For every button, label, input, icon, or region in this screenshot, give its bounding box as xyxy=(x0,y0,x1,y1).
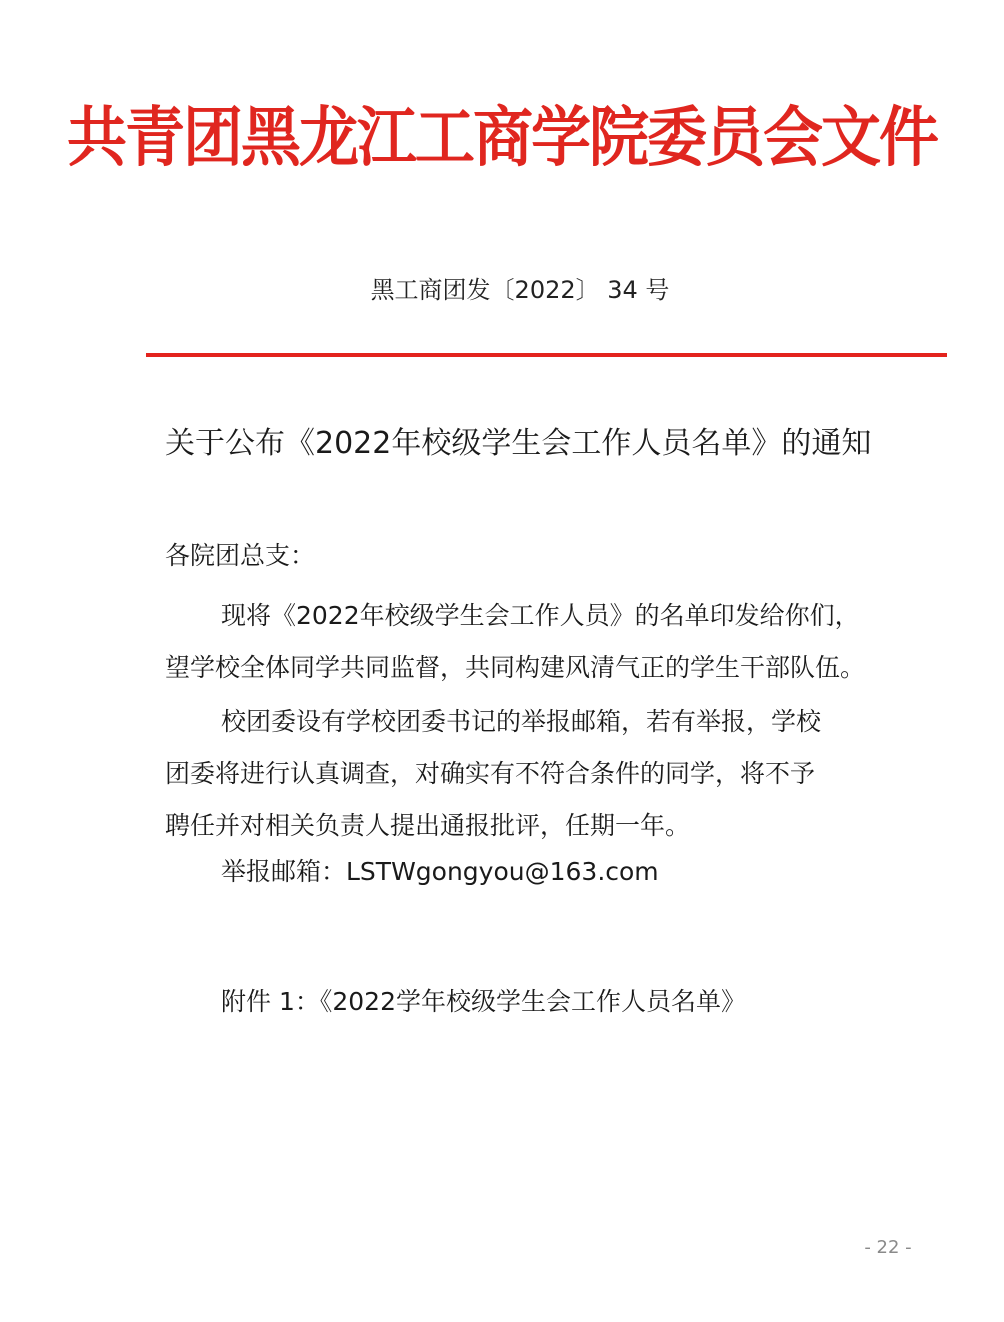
paragraph-2-line-1: 校团委设有学校团委书记的举报邮箱，若有举报，学校 xyxy=(221,707,822,736)
paragraph-1-line-2: 望学校全体同学共同监督，共同构建风清气正的学生干部队伍。 xyxy=(165,653,866,682)
document-number: 黑工商团发〔2022〕 34 号 xyxy=(370,276,670,304)
red-divider-rule xyxy=(146,353,947,357)
paragraph-2-line-2: 团委将进行认真调查，对确实有不符合条件的同学，将不予 xyxy=(165,759,816,788)
red-header-title: 共青团黑龙江工商学院委员会文件 xyxy=(67,100,937,176)
notice-title: 关于公布《2022年校级学生会工作人员名单》的通知 xyxy=(165,426,872,461)
paragraph-2-line-3: 聘任并对相关负责人提出通报批评，任期一年。 xyxy=(165,811,691,840)
report-email-line: 举报邮箱：LSTWgongyou@163.com xyxy=(221,857,659,886)
attachment-line: 附件 1：《2022学年校级学生会工作人员名单》 xyxy=(221,987,746,1016)
paragraph-1-line-1: 现将《2022年校级学生会工作人员》的名单印发给你们， xyxy=(221,601,860,630)
page-number: - 22 - xyxy=(864,1237,912,1258)
salutation: 各院团总支： xyxy=(165,541,316,570)
